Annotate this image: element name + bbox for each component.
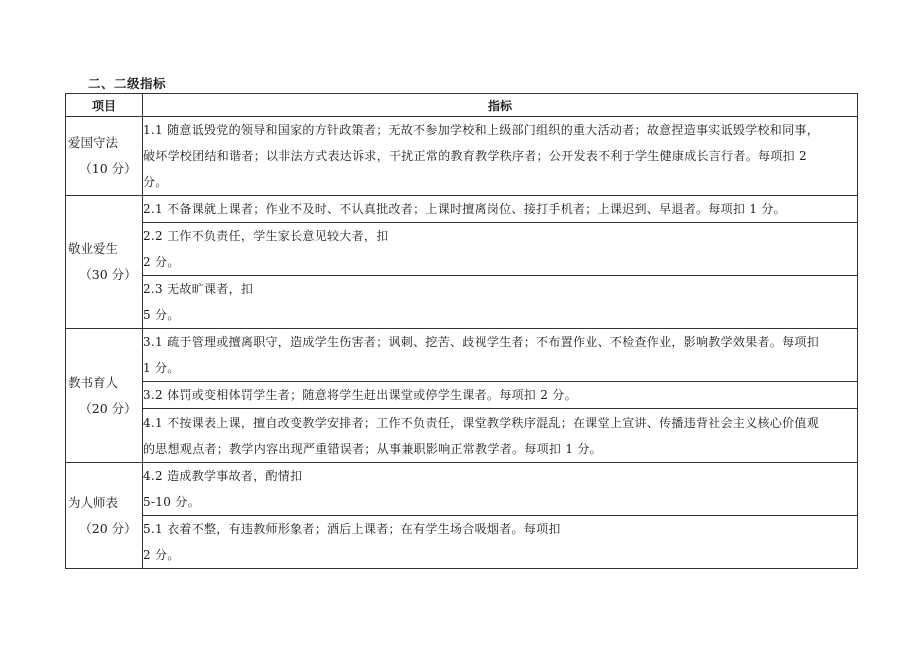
category-name: 为人师表 <box>68 494 119 510</box>
table-row <box>66 409 858 463</box>
indicator-cell <box>143 382 858 409</box>
indicator-text: 2.3 无故旷课者，扣 <box>143 282 254 296</box>
category-cell <box>66 463 143 569</box>
indicator-text: 2.1 不备课就上课者；作业不及时、不认真批改者；上课时擅离岗位、接打手机者；上课迟到、早退者。每项扣 1 分。 <box>143 202 786 216</box>
indicator-text: 4.2 造成教学事故者，酌情扣 <box>143 469 303 483</box>
indicator-text: 1 分。 <box>143 361 180 375</box>
table-row <box>66 463 858 516</box>
indicator-cell <box>143 196 858 223</box>
table-row <box>66 329 858 382</box>
table-header-row <box>66 94 858 117</box>
indicator-text: 2 分。 <box>143 548 180 562</box>
category-cell <box>66 196 143 329</box>
category-score: （20 分） <box>79 520 137 536</box>
category-name: 爱国守法 <box>68 135 119 150</box>
section-heading: 二、二级指标 <box>88 76 167 91</box>
indicator-cell <box>143 516 858 569</box>
secondary-indicators-table <box>65 93 858 569</box>
indicator-text: 2 分。 <box>143 255 180 269</box>
indicator-text: 的思想观点者；教学内容出现严重错误者；从事兼职影响正常教学者。每项扣 1 分。 <box>143 441 602 456</box>
table-row <box>66 117 858 196</box>
indicator-cell <box>143 276 858 329</box>
indicator-text: 5-10 分。 <box>143 495 200 509</box>
table-row <box>66 276 858 329</box>
indicator-cell <box>143 223 858 276</box>
category-cell <box>66 117 143 196</box>
indicator-text: 破坏学校团结和谐者；以非法方式表达诉求，干扰正常的教育教学秩序者；公开发表不利于学生健康成长言行者。每项扣 2 <box>143 149 807 163</box>
header-item: 项目 <box>66 94 143 117</box>
table-row <box>66 223 858 276</box>
indicator-cell <box>143 409 858 463</box>
indicator-text: 5 分。 <box>143 308 180 322</box>
indicator-text: 3.2 体罚或变相体罚学生者；随意将学生赶出课堂或停学生课者。每项扣 2 分。 <box>143 388 577 402</box>
indicator-cell <box>143 329 858 382</box>
indicator-cell <box>143 117 858 196</box>
category-name: 教书育人 <box>68 374 119 390</box>
indicator-text: 2.2 工作不负责任，学生家长意见较大者，扣 <box>143 229 389 243</box>
category-score: （20 分） <box>79 400 137 416</box>
table-row <box>66 196 858 223</box>
header-indicator: 指标 <box>143 94 858 117</box>
category-cell <box>66 329 143 463</box>
indicator-text: 4.1 不按课表上课，擅自改变教学安排者；工作不负责任，课堂教学秩序混乱；在课堂上宣讲、传播违背社会主义核心价值观 <box>143 415 820 430</box>
category-name: 敬业爱生 <box>68 241 119 256</box>
indicator-text: 5.1 衣着不整，有违教师形象者；酒后上课者；在有学生场合吸烟者。每项扣 <box>143 522 561 536</box>
indicator-text: 1.1 随意诋毁党的领导和国家的方针政策者；无故不参加学校和上级部门组织的重大活动者；故意捏造事实诋毁学校和同事， <box>143 123 820 137</box>
category-score: （30 分） <box>79 267 137 282</box>
table-row <box>66 382 858 409</box>
indicator-cell <box>143 463 858 516</box>
indicator-text: 分。 <box>143 175 168 189</box>
table-row <box>66 516 858 569</box>
indicator-text: 3.1 疏于管理或擅离职守，造成学生伤害者；讽刺、挖苦、歧视学生者；不布置作业、不检查作业，影响教学效果者。每项扣 <box>143 335 820 349</box>
category-score: （10 分） <box>79 161 137 176</box>
